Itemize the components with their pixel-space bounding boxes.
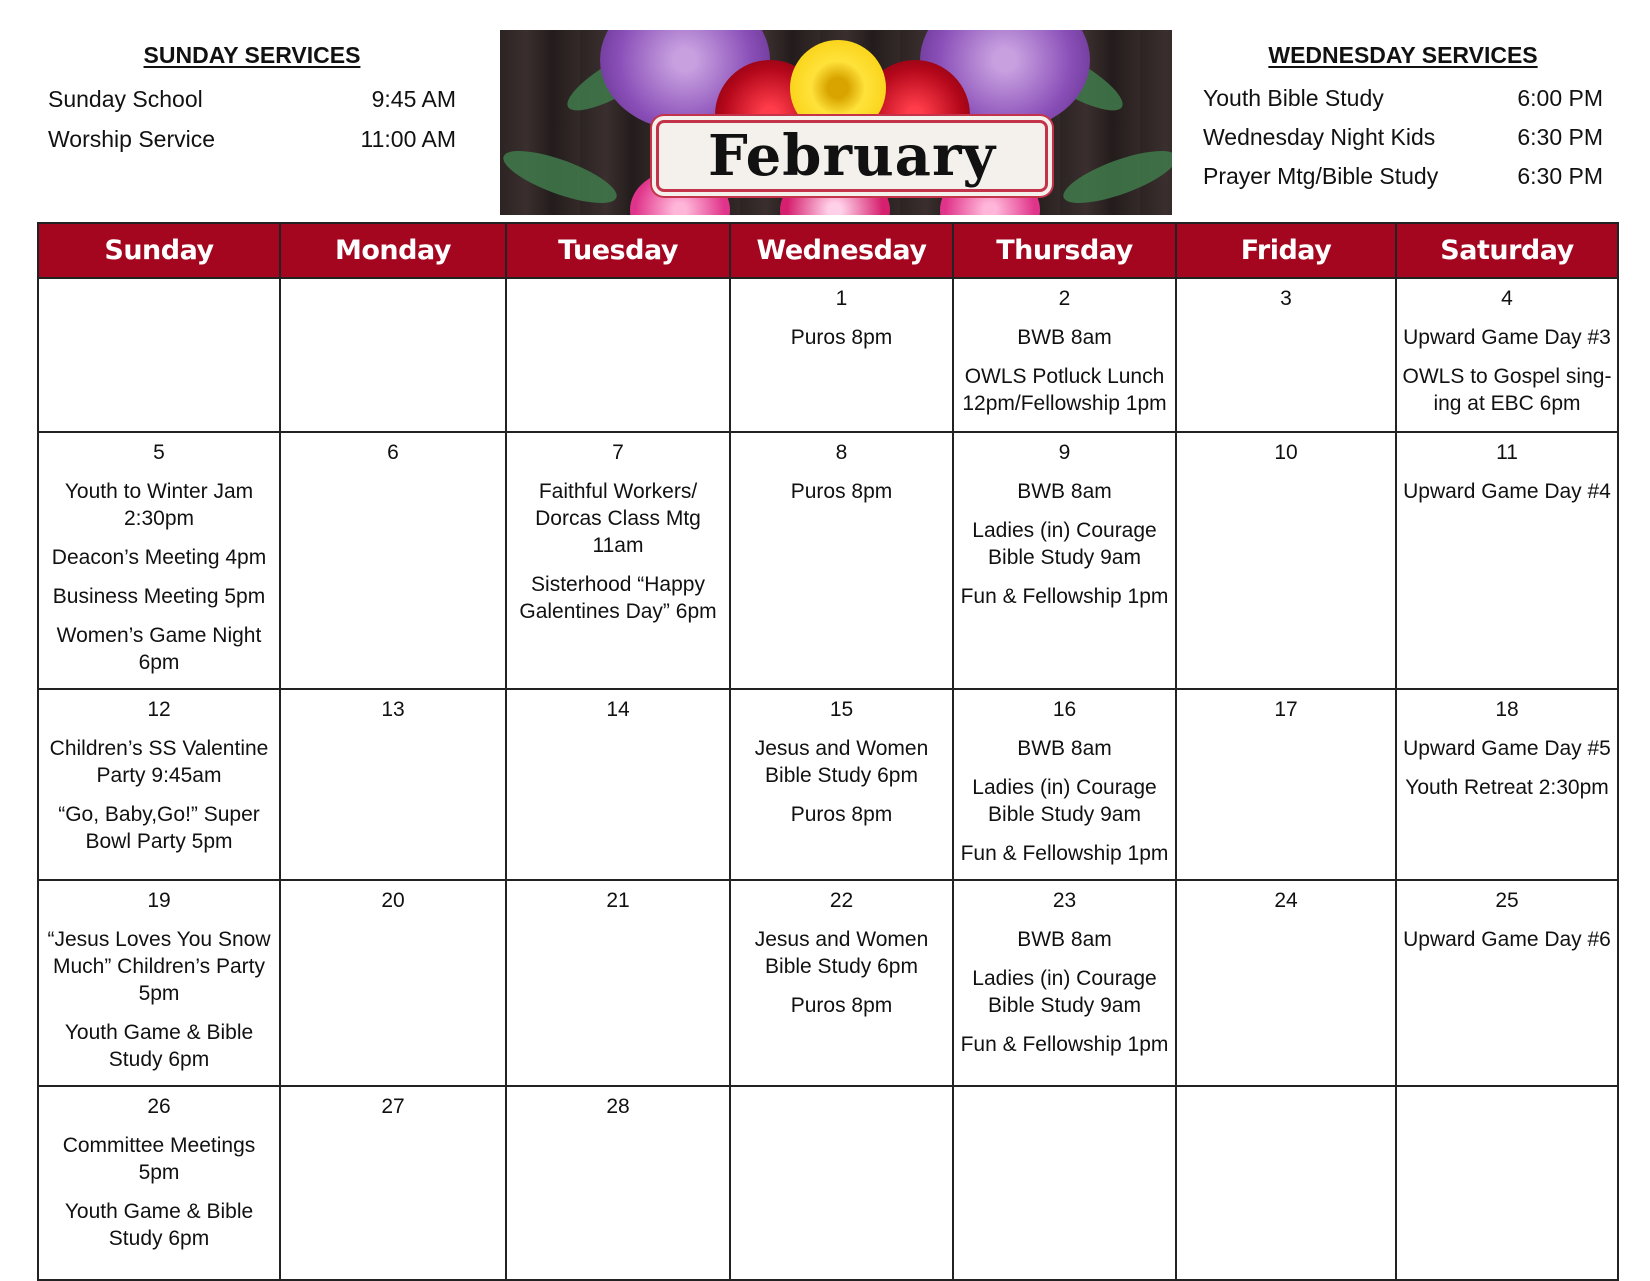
- banner-month: February: [707, 123, 997, 189]
- day-number: 4: [1501, 287, 1513, 310]
- day-cell: [506, 880, 730, 1086]
- service-row: [1203, 118, 1603, 157]
- calendar-event: “Go, Baby,Go!” Super Bowl Party 5pm: [58, 803, 260, 853]
- service-name: Youth Bible Study: [1203, 85, 1384, 111]
- service-name: Sunday School: [48, 86, 203, 112]
- calendar-event: OWLS Potluck Lunch 12pm/Fellowship 1pm: [962, 365, 1167, 415]
- day-number: 8: [835, 441, 848, 464]
- day-number: 18: [1495, 698, 1519, 721]
- weekday-header-row: [38, 223, 1618, 278]
- calendar-event: Faithful Workers/ Dorcas Class Mtg 11am: [535, 480, 701, 557]
- day-cell: [1176, 432, 1396, 689]
- calendar-event: Upward Game Day #6: [1403, 928, 1611, 951]
- day-number: 11: [1496, 441, 1518, 464]
- calendar-event: Puros 8pm: [790, 326, 893, 349]
- sunday-services: [48, 42, 456, 159]
- day-number: 12: [147, 698, 171, 721]
- day-number: 28: [606, 1095, 630, 1118]
- day-number: 6: [387, 441, 399, 464]
- calendar-event: OWLS to Gospel sing-ing at EBC 6pm: [1402, 365, 1612, 415]
- calendar-grid: [37, 222, 1619, 1281]
- day-number: 3: [1280, 287, 1292, 310]
- calendar-event: Fun & Fellowship 1pm: [960, 1033, 1169, 1056]
- wednesday-services-title: WEDNESDAY SERVICES: [1268, 42, 1538, 68]
- day-number: 14: [606, 698, 630, 721]
- day-number: 9: [1058, 441, 1071, 464]
- calendar-event: Children’s SS Valentine Party 9:45am: [49, 737, 269, 787]
- day-cell: [953, 1086, 1176, 1280]
- day-number: 17: [1274, 698, 1298, 721]
- day-number: 19: [147, 889, 171, 912]
- day-cell: [506, 278, 730, 432]
- day-number: 23: [1052, 889, 1077, 912]
- day-cell: [280, 689, 506, 880]
- service-time: 6:00 PM: [1517, 85, 1603, 111]
- month-banner: [500, 30, 1172, 215]
- calendar-event: Youth Game & Bible Study 6pm: [64, 1200, 254, 1250]
- service-name: Worship Service: [48, 126, 216, 152]
- day-cell: [1396, 880, 1618, 1086]
- service-name: Prayer Mtg/Bible Study: [1203, 163, 1439, 189]
- weekday-header: Saturday: [1396, 223, 1618, 278]
- week-row: [38, 278, 1618, 432]
- weekday-header: Friday: [1176, 223, 1396, 278]
- day-cell: [1396, 432, 1618, 689]
- service-time: 6:30 PM: [1517, 163, 1603, 189]
- service-time: 9:45 AM: [371, 86, 456, 112]
- service-row: [48, 119, 456, 159]
- day-number: 16: [1052, 698, 1077, 721]
- day-number: 15: [829, 698, 854, 721]
- sunday-services-title: SUNDAY SERVICES: [143, 42, 361, 68]
- day-cell: [280, 278, 506, 432]
- day-number: 27: [381, 1095, 405, 1118]
- calendar-event: Youth Game & Bible Study 6pm: [64, 1021, 254, 1071]
- weekday-header: Sunday: [38, 223, 280, 278]
- weekday-header: Wednesday: [730, 223, 953, 278]
- calendar-event: Puros 8pm: [790, 803, 893, 826]
- day-cell: [1396, 278, 1618, 432]
- weekday-header: Thursday: [953, 223, 1176, 278]
- calendar-event: “Jesus Loves You Snow Much” Children’s Party 5pm: [47, 928, 271, 1005]
- service-row: [1203, 157, 1603, 196]
- day-cell: [1176, 278, 1396, 432]
- day-cell: [730, 689, 953, 880]
- day-number: 26: [147, 1095, 171, 1118]
- day-cell: [1176, 1086, 1396, 1280]
- week-row: [38, 689, 1618, 880]
- day-cell: [953, 689, 1176, 880]
- calendar-event: Youth to Winter Jam 2:30pm: [64, 480, 254, 530]
- banner-label: [656, 120, 1048, 192]
- calendar-event: Deacon’s Meeting 4pm: [51, 546, 267, 569]
- calendar-event: Sisterhood “Happy Galentines Day” 6pm: [519, 573, 717, 623]
- day-cell: [280, 880, 506, 1086]
- day-number: 25: [1495, 889, 1519, 912]
- service-time: 11:00 AM: [360, 126, 456, 152]
- calendar-event: Puros 8pm: [790, 480, 893, 503]
- calendar-event: Business Meeting 5pm: [52, 585, 266, 608]
- day-number: 5: [153, 441, 165, 464]
- calendar-event: Ladies (in) Courage Bible Study 9am: [972, 519, 1157, 569]
- service-row: [48, 79, 456, 119]
- day-number: 1: [835, 287, 848, 310]
- calendar-event: Committee Meetings 5pm: [62, 1134, 256, 1184]
- day-number: 24: [1274, 889, 1298, 912]
- day-cell: [38, 689, 280, 880]
- day-number: 20: [381, 889, 405, 912]
- day-cell: [1176, 880, 1396, 1086]
- day-cell: [953, 278, 1176, 432]
- calendar-event: Upward Game Day #4: [1403, 480, 1611, 503]
- day-cell: [1396, 1086, 1618, 1280]
- day-cell: [953, 880, 1176, 1086]
- calendar-event: BWB 8am: [1017, 928, 1112, 951]
- day-number: 22: [829, 889, 854, 912]
- week-row: [38, 1086, 1618, 1280]
- calendar-event: Women’s Game Night 6pm: [56, 624, 262, 674]
- day-cell: [506, 689, 730, 880]
- day-cell: [506, 432, 730, 689]
- calendar-event: Fun & Fellowship 1pm: [960, 585, 1169, 608]
- calendar-event: Puros 8pm: [790, 994, 893, 1017]
- calendar-event: Fun & Fellowship 1pm: [960, 842, 1169, 865]
- day-cell: [506, 1086, 730, 1280]
- wednesday-services: [1203, 42, 1603, 196]
- day-number: 7: [612, 441, 624, 464]
- day-number: 2: [1058, 287, 1071, 310]
- calendar-event: Youth Retreat 2:30pm: [1405, 776, 1609, 799]
- day-cell: [280, 1086, 506, 1280]
- day-cell: [1176, 689, 1396, 880]
- day-cell: [953, 432, 1176, 689]
- weekday-header: Tuesday: [506, 223, 730, 278]
- service-name: Wednesday Night Kids: [1203, 124, 1436, 150]
- week-row: [38, 432, 1618, 689]
- day-cell: [38, 278, 280, 432]
- day-cell: [1396, 689, 1618, 880]
- calendar-event: Upward Game Day #3: [1403, 326, 1611, 349]
- day-cell: [280, 432, 506, 689]
- day-number: 21: [606, 889, 630, 912]
- calendar-event: Ladies (in) Courage Bible Study 9am: [972, 967, 1157, 1017]
- day-cell: [730, 1086, 953, 1280]
- day-cell: [730, 278, 953, 432]
- calendar-event: BWB 8am: [1017, 326, 1112, 349]
- week-row: [38, 880, 1618, 1086]
- day-cell: [38, 432, 280, 689]
- day-cell: [38, 880, 280, 1086]
- calendar-event: Ladies (in) Courage Bible Study 9am: [972, 776, 1157, 826]
- day-number: 13: [381, 698, 405, 721]
- service-row: [1203, 79, 1603, 118]
- calendar-event: Jesus and Women Bible Study 6pm: [754, 737, 929, 787]
- calendar-event: BWB 8am: [1017, 737, 1112, 760]
- service-time: 6:30 PM: [1517, 124, 1603, 150]
- day-cell: [730, 880, 953, 1086]
- calendar-event: Upward Game Day #5: [1403, 737, 1611, 760]
- calendar-event: BWB 8am: [1017, 480, 1112, 503]
- calendar-event: Jesus and Women Bible Study 6pm: [754, 928, 929, 978]
- day-cell: [38, 1086, 280, 1280]
- weekday-header: Monday: [280, 223, 506, 278]
- day-cell: [730, 432, 953, 689]
- day-number: 10: [1274, 441, 1298, 464]
